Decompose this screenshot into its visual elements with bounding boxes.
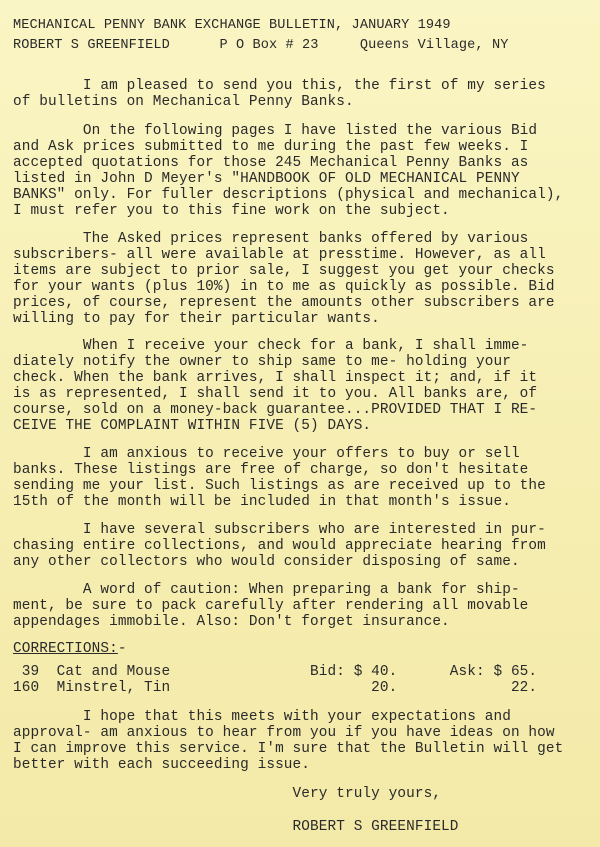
paragraph-line: When I receive your check for a bank, I shall imme- xyxy=(13,338,529,354)
paragraph-line: listed in John D Meyer's "HANDBOOK OF OLD MECHANICAL PENNY xyxy=(13,171,520,187)
paragraph-line: banks. These listings are free of charge, so don't hesitate xyxy=(13,462,529,478)
paragraph-line: subscribers- all were available at presstime. However, as all xyxy=(13,247,546,263)
paragraph-line: I can improve this service. I'm sure that the Bulletin will get xyxy=(13,741,564,757)
paragraph-line: The Asked prices represent banks offered by various xyxy=(13,231,529,247)
paragraph-line: willing to pay for their particular wants. xyxy=(13,311,380,327)
paragraph-line: of bulletins on Mechanical Penny Banks. xyxy=(13,94,354,110)
paragraph-line: I have several subscribers who are interested in pur- xyxy=(13,522,546,538)
paragraph-line: appendages immobile. Also: Don't forget insurance. xyxy=(13,614,450,630)
paragraph-line: check. When the bank arrives, I shall inspect it; and, if it xyxy=(13,370,538,386)
bulletin-title: MECHANICAL PENNY BANK EXCHANGE BULLETIN, JANUARY 1949 xyxy=(13,18,451,33)
paragraph-line: chasing entire collections, and would appreciate hearing from xyxy=(13,538,546,554)
paragraph-line: CEIVE THE COMPLAINT WITHIN FIVE (5) DAYS. xyxy=(13,418,372,434)
paragraph-line: approval- am anxious to hear from you if you have ideas on how xyxy=(13,725,555,741)
paragraph-line: prices, of course, represent the amounts other subscribers are xyxy=(13,295,555,311)
correction-row: 39 Cat and Mouse Bid: $ 40. Ask: $ 65. xyxy=(13,664,538,680)
paragraph-line: I am anxious to receive your offers to buy or sell xyxy=(13,446,520,462)
sender-address: ROBERT S GREENFIELD P O Box # 23 Queens Village, NY xyxy=(13,38,509,53)
paragraph-line: any other collectors who would consider disposing of same. xyxy=(13,554,520,570)
paragraph-line: On the following pages I have listed the various Bid xyxy=(13,123,538,139)
paragraph-line: ment, be sure to pack carefully after rendering all movable xyxy=(13,598,529,614)
paragraph-line: is as represented, I shall send it to you. All banks are, of xyxy=(13,386,538,402)
paragraph-line: better with each succeeding issue. xyxy=(13,757,311,773)
paragraph-line: I hope that this meets with your expectations and xyxy=(13,709,511,725)
paragraph-line: 15th of the month will be included in that month's issue. xyxy=(13,494,511,510)
paragraph-line: diately notify the owner to ship same to me- holding your xyxy=(13,354,511,370)
paragraph-line: accepted quotations for those 245 Mechanical Penny Banks as xyxy=(13,155,529,171)
paragraph-line: and Ask prices submitted to me during the past few weeks. I xyxy=(13,139,529,155)
correction-row: 160 Minstrel, Tin 20. 22. xyxy=(13,680,538,696)
corrections-heading-suffix: - xyxy=(117,641,127,657)
paragraph-line: I am pleased to send you this, the first of my series xyxy=(13,78,546,94)
corrections-heading-text: CORRECTIONS: xyxy=(13,641,118,657)
paragraph-line: A word of caution: When preparing a bank for ship- xyxy=(13,582,520,598)
paragraph-line: for your wants (plus 10%) in to me as quickly as possible. Bid xyxy=(13,279,555,295)
paragraph-line: BANKS" only. For fuller descriptions (physical and mechanical), xyxy=(13,187,564,203)
salutation: Very truly yours, xyxy=(13,786,442,802)
paragraph-line: sending me your list. Such listings as are received up to the xyxy=(13,478,546,494)
paragraph-line: items are subject to prior sale, I suggest you get your checks xyxy=(13,263,555,279)
corrections-heading xyxy=(13,641,127,657)
paragraph-line: I must refer you to this fine work on the subject. xyxy=(13,203,450,219)
signature-name: ROBERT S GREENFIELD xyxy=(13,819,459,835)
paragraph-line: course, sold on a money-back guarantee...PROVIDED THAT I RE- xyxy=(13,402,538,418)
